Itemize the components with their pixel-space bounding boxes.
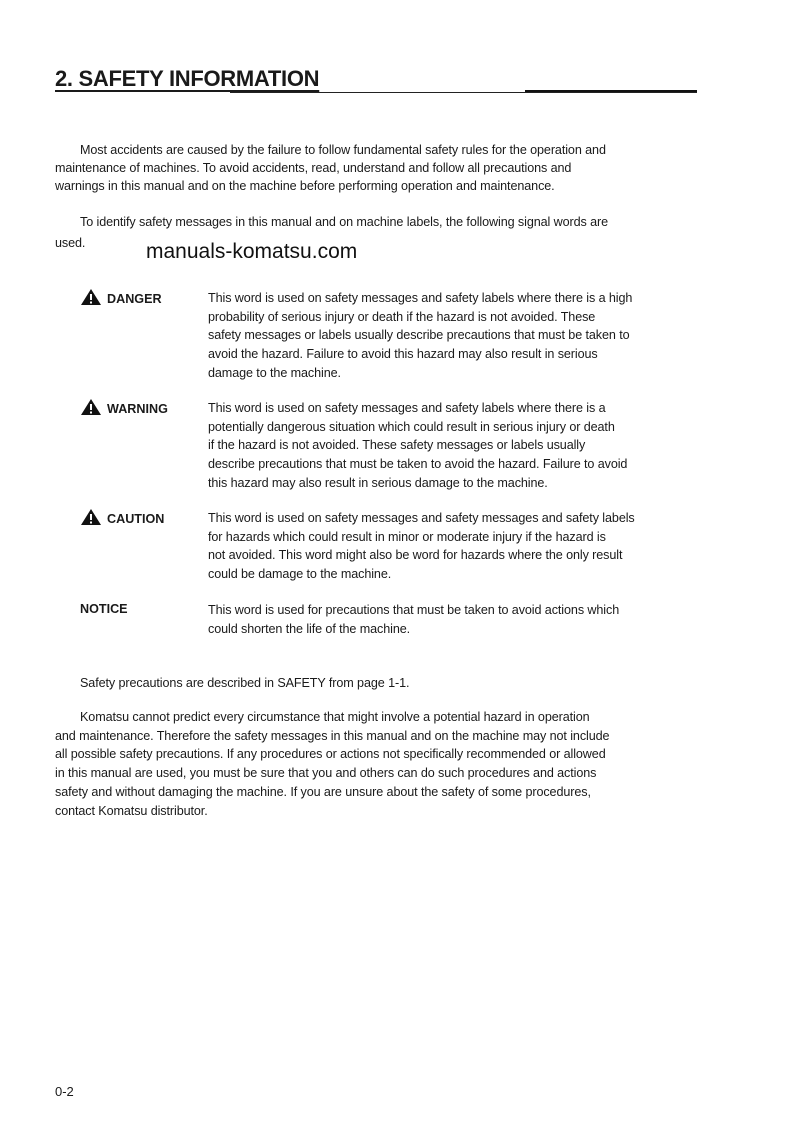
closing-line: safety and without damaging the machine. If you are unsure about the safety of some procedures, bbox=[55, 785, 591, 799]
warning-triangle-icon bbox=[80, 288, 102, 309]
signal-description-line: damage to the machine. bbox=[208, 365, 341, 380]
signal-description-line: avoid the hazard. Failure to avoid this hazard may also result in serious bbox=[208, 347, 598, 362]
signal-description-line: This word is used on safety messages and safety messages and safety labels bbox=[208, 511, 635, 525]
intro-line: maintenance of machines. To avoid accidents, read, understand and follow all precautions and bbox=[55, 161, 572, 175]
signal-description-line: not avoided. This word might also be word for hazards where the only result bbox=[208, 548, 623, 563]
signal-word: WARNING bbox=[107, 401, 168, 416]
closing-line: contact Komatsu distributor. bbox=[55, 804, 208, 818]
closing-line: Komatsu cannot predict every circumstance that might involve a potential hazard in operation bbox=[80, 710, 590, 724]
signal-intro-line: used. bbox=[55, 236, 86, 250]
title-rule bbox=[230, 92, 697, 93]
signal-word: NOTICE bbox=[80, 602, 128, 616]
signal-description-line: This word is used for precautions that must be taken to avoid actions which bbox=[208, 603, 620, 617]
signal-description-line: potentially dangerous situation which could result in serious injury or death bbox=[208, 419, 615, 434]
intro-line: warnings in this manual and on the machine before performing operation and maintenance. bbox=[55, 179, 555, 193]
signal-word: DANGER bbox=[107, 291, 162, 306]
warning-triangle-icon bbox=[80, 398, 102, 419]
signal-description-line: this hazard may also result in serious damage to the machine. bbox=[208, 475, 548, 490]
signal-description-line: if the hazard is not avoided. These safety messages or labels usually bbox=[208, 438, 586, 453]
signal-description-line: safety messages or labels usually describe precautions that must be taken to bbox=[208, 328, 630, 343]
signal-description-line: for hazards which could result in minor or moderate injury if the hazard is bbox=[208, 529, 606, 544]
signal-description-line: could be damage to the machine. bbox=[208, 567, 392, 582]
signal-label-notice bbox=[80, 602, 128, 616]
closing-line: and maintenance. Therefore the safety messages in this manual and on the machine may not include bbox=[55, 729, 610, 743]
signal-description-line: could shorten the life of the machine. bbox=[208, 621, 411, 636]
signal-label-warning bbox=[80, 398, 168, 419]
signal-label-caution bbox=[80, 508, 164, 529]
page-title: 2. SAFETY INFORMATION bbox=[55, 66, 320, 91]
signal-description-line: This word is used on safety messages and safety labels where there is a high bbox=[208, 291, 633, 305]
title-rule-thick bbox=[525, 90, 697, 92]
signal-description-line: probability of serious injury or death if the hazard is not avoided. These bbox=[208, 309, 596, 324]
closing-line: in this manual are used, you must be sure that you and others can do such procedures and actions bbox=[55, 766, 597, 780]
intro-line: Most accidents are caused by the failure to follow fundamental safety rules for the operation and bbox=[80, 143, 606, 157]
signal-label-danger bbox=[80, 288, 162, 309]
signal-description-line: This word is used on safety messages and safety labels where there is a bbox=[208, 401, 606, 415]
signal-intro-line: To identify safety messages in this manual and on machine labels, the following signal words are bbox=[80, 215, 609, 229]
signal-description-line: describe precautions that must be taken to avoid the hazard. Failure to avoid bbox=[208, 457, 628, 472]
signal-word: CAUTION bbox=[107, 511, 165, 526]
precautions-reference: Safety precautions are described in SAFETY from page 1-1. bbox=[80, 676, 410, 690]
closing-line: all possible safety precautions. If any procedures or actions not specifically recommended or allowed bbox=[55, 747, 606, 761]
page-number: 0-2 bbox=[55, 1084, 74, 1099]
watermark: manuals-komatsu.com bbox=[146, 240, 358, 263]
warning-triangle-icon bbox=[80, 508, 102, 529]
